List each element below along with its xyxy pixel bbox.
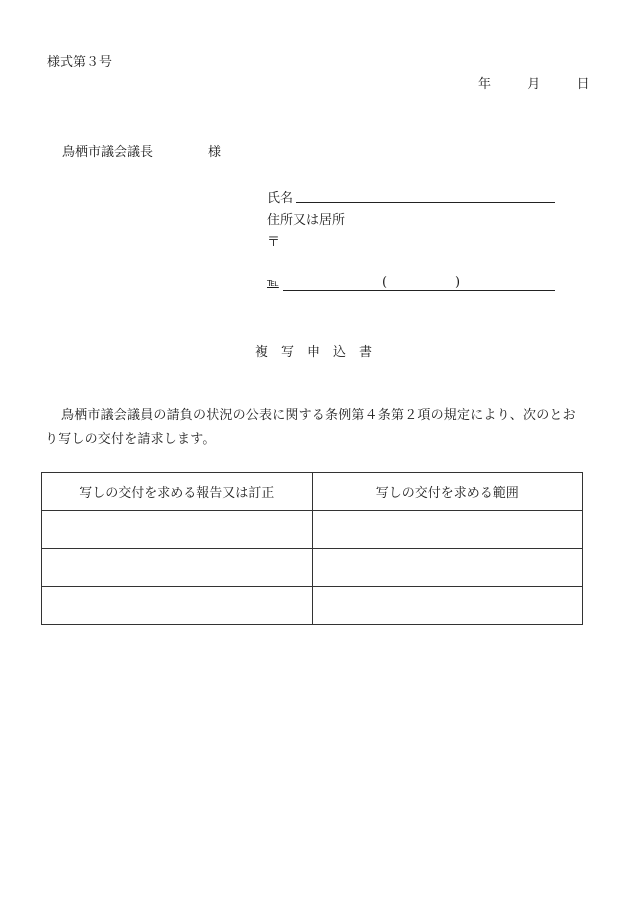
cell-scope[interactable] xyxy=(312,511,583,549)
name-input-line[interactable] xyxy=(296,202,555,203)
tel-paren-open: ( xyxy=(382,275,388,290)
date-year: 年 xyxy=(478,77,492,92)
title-char: 写 xyxy=(281,345,295,360)
request-table xyxy=(41,472,583,625)
cell-scope[interactable] xyxy=(312,549,583,587)
tel-paren-close: ) xyxy=(455,275,461,290)
form-number: 様式第３号 xyxy=(47,55,113,70)
header-report-or-correction: 写しの交付を求める報告又は訂正 xyxy=(42,473,313,511)
honorific: 様 xyxy=(208,145,222,160)
table-row xyxy=(42,549,583,587)
cell-report[interactable] xyxy=(42,587,313,625)
cell-report[interactable] xyxy=(42,511,313,549)
document-title xyxy=(255,341,385,360)
title-char: 込 xyxy=(333,345,347,360)
cell-scope[interactable] xyxy=(312,587,583,625)
tel-label: ℡ xyxy=(267,276,279,289)
tel-input-line[interactable] xyxy=(283,290,555,291)
title-char: 複 xyxy=(255,345,269,360)
recipient: 鳥栖市議会議長 xyxy=(62,145,154,160)
name-label: 氏名 xyxy=(267,191,294,206)
title-char: 申 xyxy=(307,345,321,360)
postal-mark: 〒 xyxy=(267,235,281,250)
table-row xyxy=(42,511,583,549)
cell-report[interactable] xyxy=(42,549,313,587)
table-row xyxy=(42,587,583,625)
table-header-row xyxy=(42,473,583,511)
date-day: 日 xyxy=(576,77,590,92)
title-char: 書 xyxy=(359,345,373,360)
date-fields xyxy=(478,73,590,92)
request-statement: 鳥栖市議会議員の請負の状況の公表に関する条例第４条第２項の規定により、次のとおり写しの交付を請求します。 xyxy=(45,408,576,447)
address-label: 住所又は居所 xyxy=(267,213,346,228)
date-month: 月 xyxy=(527,77,541,92)
header-scope: 写しの交付を求める範囲 xyxy=(312,473,583,511)
